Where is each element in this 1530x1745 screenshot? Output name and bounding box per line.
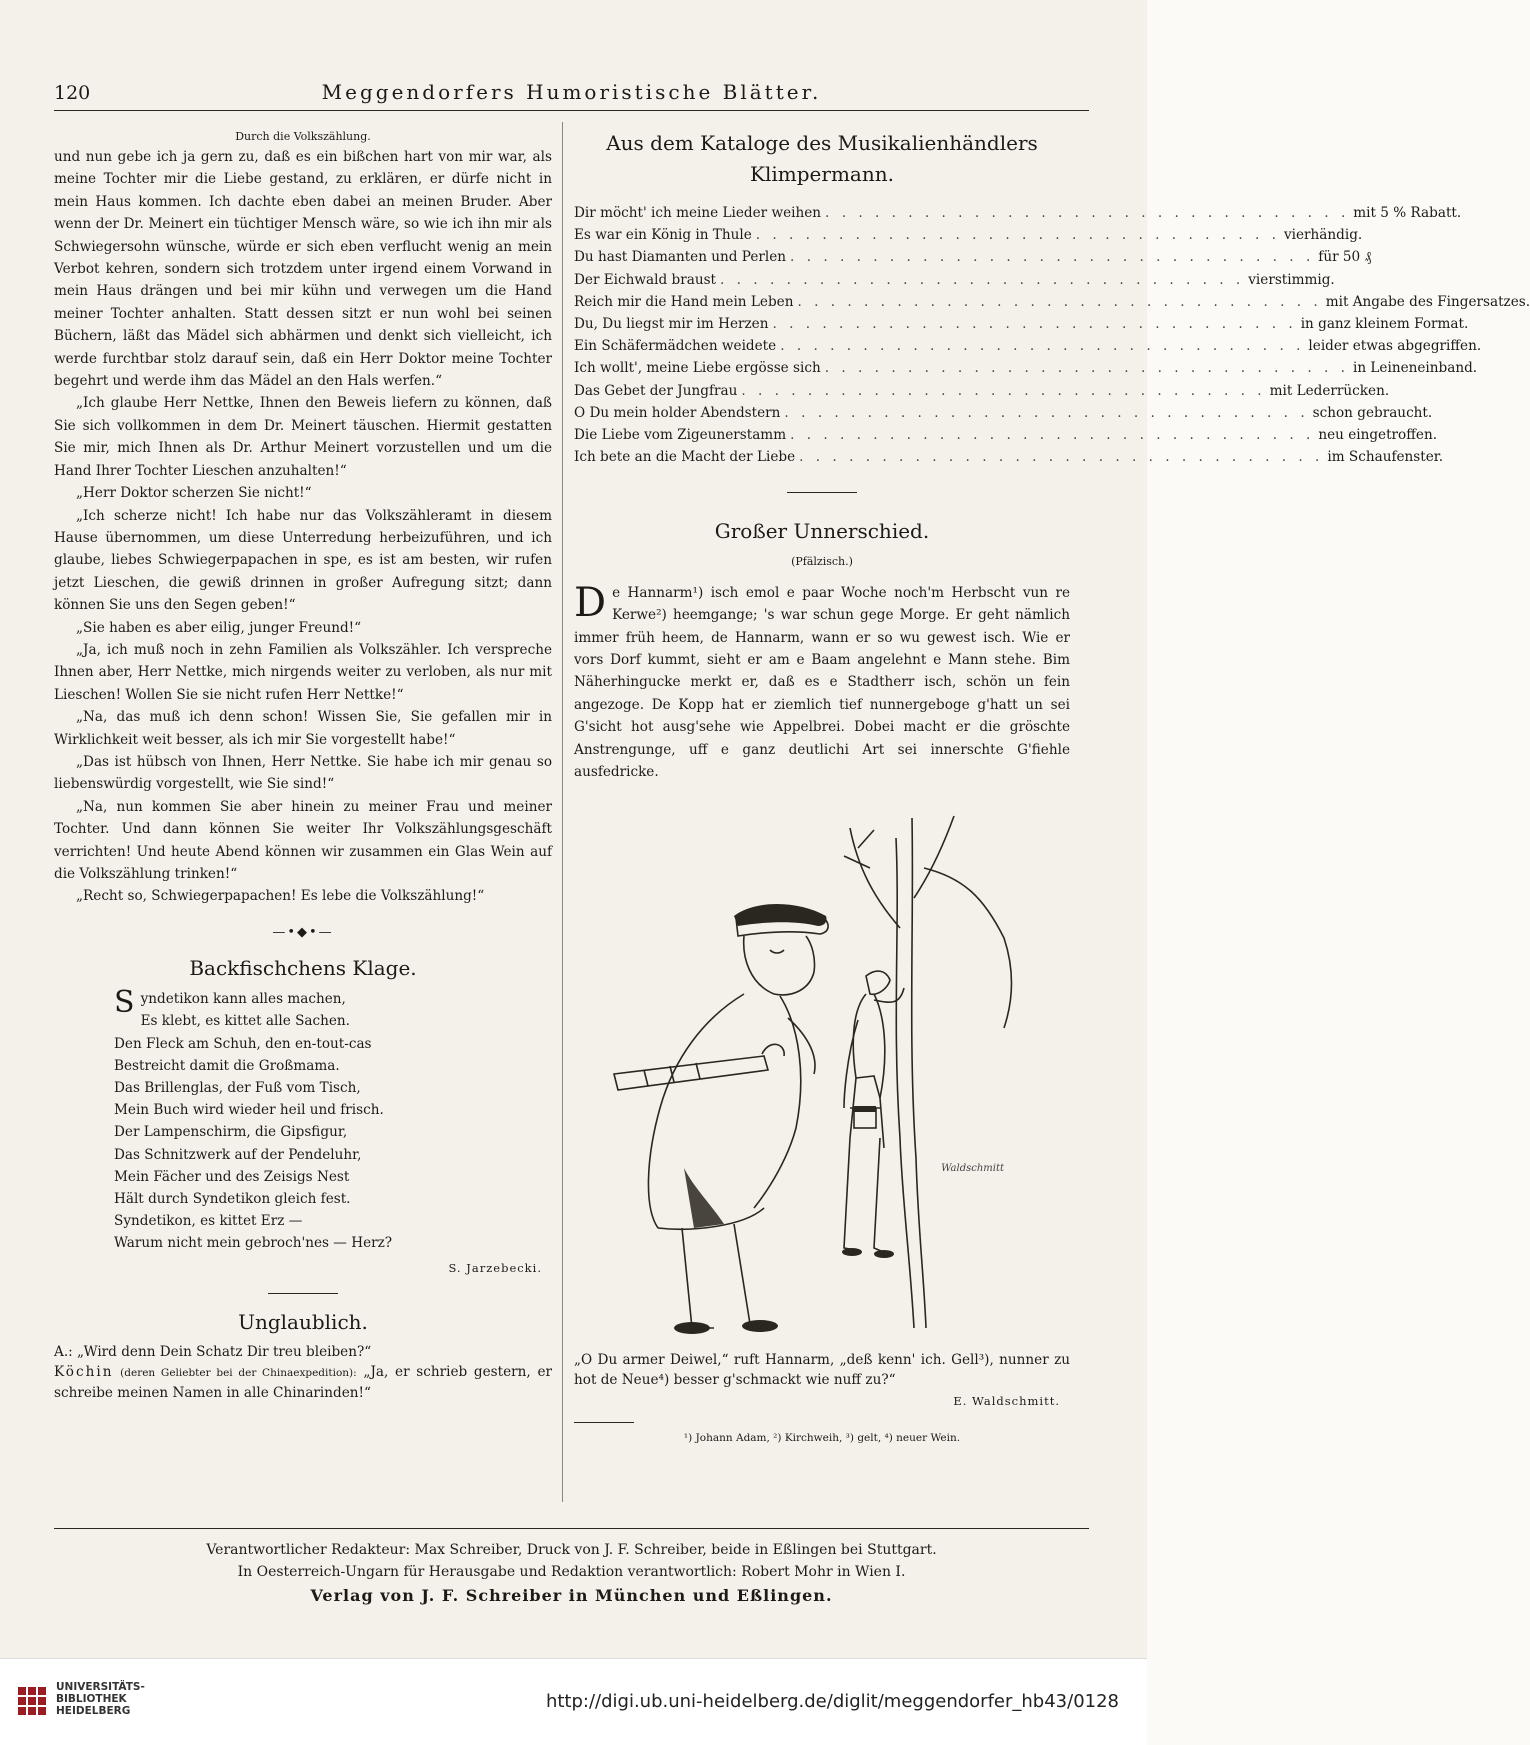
page-number: 120 bbox=[54, 82, 91, 104]
footer-austria-line: In Oesterreich-Ungarn für Herausgabe und Redaktion verantwortlich: Robert Mohr in Wien I. bbox=[237, 1564, 906, 1580]
poem-author: S. Jarzebecki. bbox=[448, 1260, 542, 1275]
catalog-item-title: Die Liebe vom Zigeunerstamm bbox=[574, 427, 787, 444]
story-subtitle: Durch die Volkszählung. bbox=[235, 130, 371, 143]
story-paragraph: „Sie haben es aber eilig, junger Freund!“ bbox=[76, 619, 362, 636]
catalog-item-note: in ganz kleinem Format. bbox=[1300, 316, 1469, 333]
story-paragraph: „Recht so, Schwiegerpapachen! Es lebe die Volkszählung!“ bbox=[76, 888, 485, 905]
catalog-leader-dots: . . . . . . . . . . . . . . . . . . . . . . . . . . . . . . . . bbox=[784, 404, 1309, 421]
catalog-item-note: vierstimmig. bbox=[1248, 271, 1335, 288]
library-footer-bar bbox=[0, 1658, 1147, 1745]
catalog-item-note: im Schaufenster. bbox=[1327, 449, 1444, 466]
catalog-item bbox=[574, 269, 1335, 291]
permalink-url[interactable]: http://digi.ub.uni-heidelberg.de/diglit/meggendorfer_hb43/0128 bbox=[545, 1691, 1119, 1712]
catalog-item-note: neu eingetroffen. bbox=[1318, 427, 1438, 444]
poem-line: Den Fleck am Schuh, den en-tout-cas bbox=[114, 1035, 372, 1052]
catalog-item-title: Das Gebet der Jungfrau bbox=[574, 382, 738, 399]
story2-title: Großer Unnerschied. bbox=[714, 519, 930, 544]
poem-line: Hält durch Syndetikon gleich fest. bbox=[114, 1191, 351, 1208]
joke-speaker: A.: bbox=[54, 1344, 73, 1361]
joke-speaker: Köchin bbox=[54, 1364, 114, 1381]
poem-line: yndetikon kann alles machen, bbox=[140, 991, 346, 1008]
story-paragraph: „Na, das muß ich denn schon! Wissen Sie, Sie gefallen mir in Wirklichkeit weit besser, als ich mir Sie vorgestellt habe!“ bbox=[54, 709, 552, 748]
joke-line-b bbox=[54, 1362, 552, 1403]
catalog-leader-dots: . . . . . . . . . . . . . . . . . . . . . . . . . . . . . . . . bbox=[741, 382, 1266, 399]
joke-note: (deren Geliebter bei der Chinaexpedition): bbox=[120, 1367, 357, 1380]
story2-region: (Pfälzisch.) bbox=[791, 555, 853, 569]
poem-drop-cap: S bbox=[114, 985, 135, 1021]
story-paragraph: „Herr Doktor scherzen Sie nicht!“ bbox=[76, 485, 312, 502]
joke-line-a bbox=[54, 1342, 552, 1362]
catalog-item-title: Ein Schäfermädchen weidete bbox=[574, 338, 777, 355]
illustration bbox=[574, 808, 1070, 1338]
library-name-line: UNIVERSITÄTS- bbox=[56, 1681, 145, 1693]
catalog-item bbox=[574, 446, 1444, 468]
catalog-leader-dots: . . . . . . . . . . . . . . . . . . . . . . . . . . . . . . . . bbox=[825, 205, 1350, 221]
catalog-leader-dots: . . . . . . . . . . . . . . . . . . . . . . . . . . . . . . . . bbox=[755, 227, 1280, 244]
poem-line: Mein Fächer und des Zeisigs Nest bbox=[114, 1168, 350, 1185]
story2-author: E. Waldschmitt. bbox=[953, 1393, 1060, 1408]
section-rule bbox=[268, 1293, 338, 1294]
poem-first-line bbox=[114, 985, 552, 1021]
catalog-item bbox=[574, 246, 1372, 268]
story-paragraph: „Ich glaube Herr Nettke, Ihnen den Beweis liefern zu können, daß Sie sich vollkommen in dem Dr. Meinert täuschen. Hiermit gestatten Sie mir, mich Ihnen als Dr. Arthur Meinert vorzustellen und um die Hand Ihrer Tochter Lieschen anzuhalten!“ bbox=[54, 395, 552, 479]
catalog-item bbox=[574, 424, 1438, 446]
illustration-drawing bbox=[574, 808, 1070, 1338]
footer-editor-line: Verantwortlicher Redakteur: Max Schreiber, Druck von J. F. Schreiber, beide in Eßlingen bei Stuttgart. bbox=[206, 1542, 937, 1558]
catalog-item-note: in Leineneinband. bbox=[1352, 360, 1478, 377]
page-header bbox=[54, 80, 1089, 111]
artist-signature: Waldschmitt bbox=[941, 1162, 1004, 1174]
joke-dialog bbox=[54, 1342, 552, 1403]
catalog-item-title: Der Eichwald braust bbox=[574, 271, 717, 288]
catalog-leader-dots: . . . . . . . . . . . . . . . . . . . . . . . . . . . . . . . . bbox=[799, 449, 1324, 466]
poem-line: Das Schnitzwerk auf der Pendeluhr, bbox=[114, 1146, 362, 1163]
catalog-item-note: schon gebraucht. bbox=[1312, 404, 1433, 421]
catalog-leader-dots: . . . . . . . . . . . . . . . . . . . . . . . . . . . . . . . . bbox=[780, 338, 1305, 355]
catalog-title-line: Klimpermann. bbox=[750, 162, 894, 186]
column-divider bbox=[562, 122, 563, 1502]
catalog-item-note: mit 5 % Rabatt. bbox=[1353, 205, 1462, 221]
library-name bbox=[56, 1681, 145, 1717]
story-paragraph: „Das ist hübsch von Ihnen, Herr Nettke. Sie habe ich mir genau so liebenswürdig vorgestellt, wie Sie sind!“ bbox=[54, 753, 552, 793]
catalog-item-note: vierhändig. bbox=[1283, 227, 1363, 244]
catalog-list bbox=[574, 202, 1530, 468]
poem-line: Bestreicht damit die Großmama. bbox=[114, 1057, 340, 1074]
story-paragraph: „Na, nun kommen Sie aber hinein zu meiner Frau und meiner Tochter. Und dann können Sie weiter Ihr Volkszählungsgeschäft verrichten! Und heute Abend können wir zusammen ein Glas Wein auf die Volkszählung trinken!“ bbox=[54, 798, 552, 882]
catalog-item bbox=[574, 291, 1530, 313]
footnote-rule bbox=[574, 1422, 634, 1423]
catalog-item bbox=[574, 402, 1433, 424]
catalog-item-note: für 50 ₰ bbox=[1318, 249, 1372, 266]
catalog-leader-dots: . . . . . . . . . . . . . . . . . . . . . . . . . . . . . . . . bbox=[824, 360, 1349, 377]
catalog-item-title: Ich wollt', meine Liebe ergösse sich bbox=[574, 360, 821, 377]
magazine-title: Meggendorfers Humoristische Blätter. bbox=[321, 80, 822, 104]
story2-paragraph bbox=[574, 579, 1070, 784]
footer-publisher-line: Verlag von J. F. Schreiber in München und Eßlingen. bbox=[310, 1586, 833, 1605]
poem-line: Warum nicht mein gebroch'nes — Herz? bbox=[114, 1235, 393, 1252]
poem bbox=[114, 985, 552, 1254]
catalog-item-note: mit Lederrücken. bbox=[1269, 382, 1390, 399]
catalog-item-title: Du hast Diamanten und Perlen bbox=[574, 249, 787, 266]
page-footer bbox=[54, 1528, 1089, 1609]
catalog-item bbox=[574, 357, 1478, 379]
poem-line: Der Lampenschirm, die Gipsfigur, bbox=[114, 1124, 348, 1141]
story-paragraph: und nun gebe ich ja gern zu, daß es ein bißchen hart von mir war, als meine Tochter mir die Liebe gestand, zu erklären, er dürfe nicht in mein Haus kommen. Ich dachte eben dabei an meinen Bruder. Aber wenn der Dr. Meinert ein tüchtiger Mensch wäre, so wie ich ihn mir als Schwiegersohn wünsche, würde er sich eben verflucht wenig an mein Verbot kehren, sondern sich trotzdem unter irgend einem Vorwand in mein Haus drängen und bei mir kühn und verwegen um die Hand meiner Tochter anhalten. Statt dessen sitzt er nun wohl bei seinen Büchern, läßt das Mädel sich abhärmen und denkt sich vielleicht, ich werde furchtbar stolz darauf sein, daß ein Herr Doktor meine Tochter begehrt und werde ihm das Mädel an den Hals werfen.“ bbox=[54, 149, 552, 390]
poem-title: Backfischchens Klage. bbox=[189, 956, 417, 981]
footnotes: ¹) Johann Adam, ²) Kirchweih, ³) gelt, ⁴) neuer Wein. bbox=[683, 1431, 961, 1444]
joke-title: Unglaublich. bbox=[238, 1310, 368, 1335]
catalog-leader-dots: . . . . . . . . . . . . . . . . . . . . . . . . . . . . . . . . bbox=[797, 293, 1322, 310]
catalog-item bbox=[574, 380, 1390, 402]
catalog-leader-dots: . . . . . . . . . . . . . . . . . . . . . . . . . . . . . . . . bbox=[790, 249, 1315, 266]
catalog-item-title: Ich bete an die Macht der Liebe bbox=[574, 449, 796, 466]
right-column bbox=[574, 128, 1530, 1449]
catalog-item-title: Du, Du liegst mir im Herzen bbox=[574, 316, 769, 333]
catalog-item-title: Dir möcht' ich meine Lieder weihen bbox=[574, 205, 822, 221]
catalog-item bbox=[574, 202, 1462, 224]
poem-line: Mein Buch wird wieder heil und frisch. bbox=[114, 1102, 384, 1119]
catalog-item-title: Reich mir die Hand mein Leben bbox=[574, 293, 794, 310]
left-column bbox=[54, 128, 552, 1403]
story2-text: e Hannarm¹) isch emol e paar Woche noch'm Herbscht vun re Kerwe²) heemgange; 's war schun gege Morge. Er geht nämlich immer früh heem, de Hannarm, wann er so wu gewest isch. Wie er vors Dorf kummt, sieht er am e Baam angelehnt e Mann stehe. Bim Näherhingucke merkt er, daß es e Stadtherr isch, schön un fein angezoge. De Kopp hat er ziemlich tief nunnergeboge g'hatt un sei G'sicht hot ausg'sehe wie Appelbrei. Dobei macht er die gröschte Anstrengunge, uff e ganz deutlichi Art sei innerschte G'fiehle ausfedricke. bbox=[574, 584, 1070, 781]
poem-line: Syndetikon, es kittet Erz — bbox=[114, 1213, 303, 1230]
story2-drop-cap: D bbox=[574, 579, 607, 626]
catalog-title-line: Aus dem Kataloge des Musikalienhändlers bbox=[606, 131, 1038, 155]
library-name-line: BIBLIOTHEK bbox=[56, 1693, 127, 1705]
catalog-leader-dots: . . . . . . . . . . . . . . . . . . . . . . . . . . . . . . . . bbox=[790, 427, 1315, 444]
catalog-item-note: leider etwas abgegriffen. bbox=[1308, 338, 1482, 355]
catalog-item bbox=[574, 335, 1482, 357]
catalog-item-note: mit Angabe des Fingersatzes. bbox=[1325, 293, 1530, 310]
joke-text: „Wird denn Dein Schatz Dir treu bleiben?“ bbox=[77, 1344, 372, 1361]
section-rule bbox=[787, 492, 857, 493]
catalog-item-title: O Du mein holder Abendstern bbox=[574, 404, 781, 421]
story-paragraph: „Ja, ich muß noch in zehn Familien als Volkszähler. Ich verspreche Ihnen aber, Herr Nettke, mich nirgends weiter zu verloben, als nur mit Lieschen! Wollen Sie sie nicht rufen Herr Nettke!“ bbox=[54, 641, 552, 703]
poem-line: Das Brillenglas, der Fuß vom Tisch, bbox=[114, 1080, 361, 1097]
catalog-item bbox=[574, 224, 1363, 246]
catalog-title bbox=[574, 128, 1070, 190]
catalog-leader-dots: . . . . . . . . . . . . . . . . . . . . . . . . . . . . . . . . bbox=[720, 271, 1245, 288]
poem-line: Es klebt, es kittet alle Sachen. bbox=[140, 1013, 350, 1030]
story-paragraph: „Ich scherze nicht! Ich habe nur das Volkszähleramt in diesem Hause übernommen, um diese Unterredung herbeizuführen, und ich glaube, liebes Schwiegerpapachen in spe, es ist am besten, wir rufen jetzt Lieschen, die gewiß drinnen in großer Aufregung sitzt; dann können Sie uns den Segen geben!“ bbox=[54, 507, 552, 614]
catalog-item-title: Es war ein König in Thule bbox=[574, 227, 752, 244]
story2-quote: „O Du armer Deiwel,“ ruft Hannarm, „deß kenn' ich. Gell³), nunner zu hot de Neue⁴) besser g'schmackt wie nuff zu?“ bbox=[574, 1351, 1070, 1388]
joke-text: „Ja, er schrieb gestern, er schreibe meinen Namen in alle Chinarinden!“ bbox=[54, 1364, 552, 1402]
library-name-line: HEIDELBERG bbox=[56, 1705, 131, 1717]
catalog-leader-dots: . . . . . . . . . . . . . . . . . . . . . . . . . . . . . . . . bbox=[772, 316, 1297, 333]
section-flourish: —•◆•— bbox=[272, 924, 334, 940]
catalog-item bbox=[574, 313, 1469, 335]
